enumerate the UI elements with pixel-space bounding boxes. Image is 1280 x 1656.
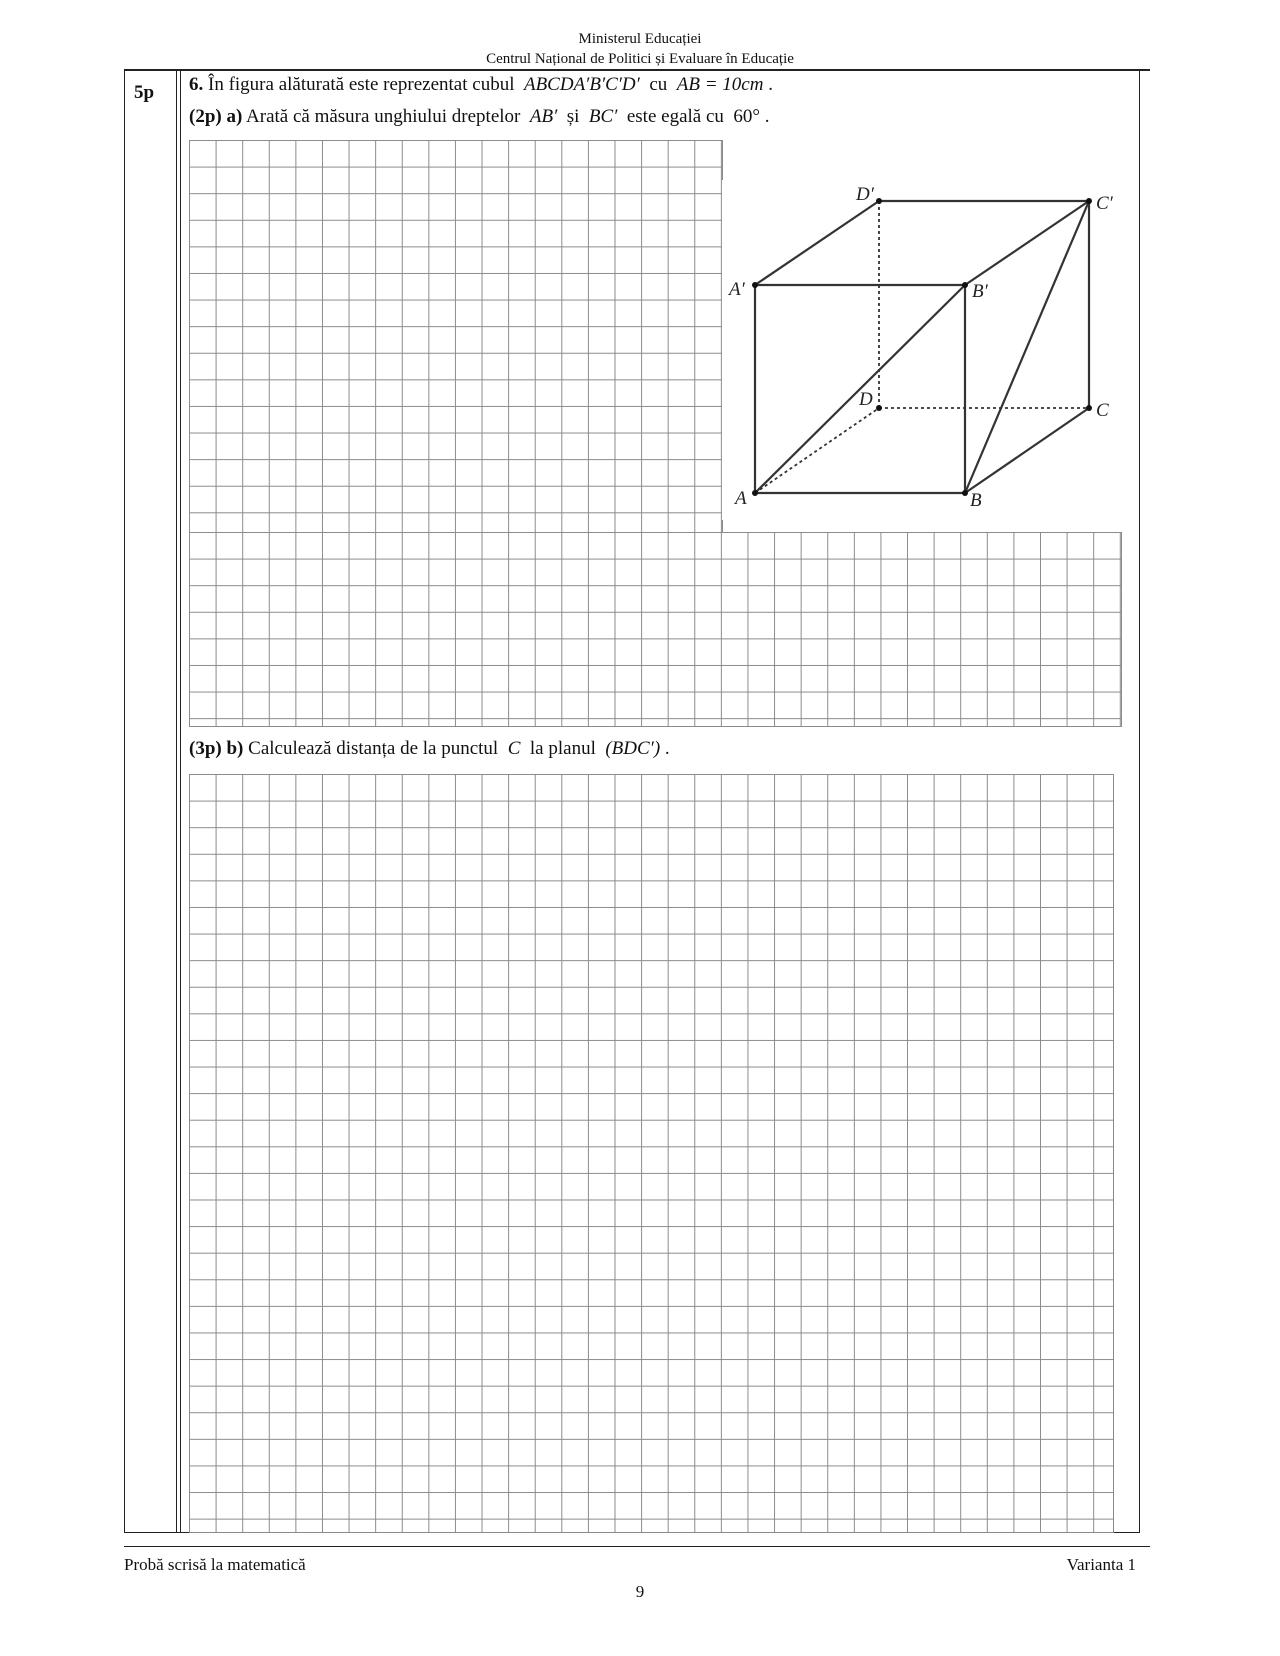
plane-bdc1: (BDC′) (605, 738, 661, 759)
points-column-divider (176, 69, 177, 1533)
line-ab1: AB′ (529, 106, 558, 127)
header-center: Centrul Național de Politici și Evaluare în Educație (486, 51, 794, 67)
vertex-d1 (876, 198, 882, 204)
answer-grid-b[interactable] (189, 774, 1114, 1533)
label-b1: B′ (972, 281, 988, 302)
question-points: 5p (134, 82, 155, 103)
vertex-d (876, 405, 882, 411)
label-b: B (970, 490, 982, 511)
label-c1: C′ (1096, 193, 1113, 214)
question-intro: În figura alăturată este reprezentat cubul (208, 74, 515, 95)
part-a-points: (2p) (189, 106, 222, 127)
part-b-text: Calculează distanța de la punctul (248, 738, 499, 759)
given-length: AB = 10cm (676, 74, 764, 95)
vertex-a (752, 490, 758, 496)
line-bc1: BC′ (588, 106, 618, 127)
footer-rule (124, 1546, 1150, 1547)
footer-variant: Varianta 1 (1066, 1555, 1136, 1574)
table-top-border (124, 69, 1150, 71)
table-right-border (1139, 69, 1140, 1533)
label-d: D (859, 389, 873, 410)
vertex-b (962, 490, 968, 496)
label-c: C (1096, 400, 1109, 421)
part-a-text: Arată că măsura unghiului dreptelor (246, 106, 521, 127)
footer-exam-title: Probă scrisă la matematică (124, 1555, 306, 1574)
label-d1: D′ (856, 184, 874, 205)
answer-grid-a-lower[interactable] (189, 532, 1122, 727)
part-a-letter: a) (226, 106, 243, 127)
part-a-statement: (2p) a) Arată că măsura unghiului dreptelor AB′ și BC′ este egală cu 60° . (189, 106, 770, 127)
label-a: A (735, 488, 747, 509)
part-b-letter: b) (226, 738, 244, 759)
answer-grid-a-upper[interactable] (189, 140, 723, 541)
cube-name: ABCDA′B′C′D′ (523, 74, 640, 95)
question-number: 6. (189, 74, 204, 95)
part-a-text2: este egală cu (626, 106, 724, 127)
vertex-c1 (1086, 198, 1092, 204)
page-number: 9 (635, 1582, 645, 1601)
figure-background (722, 180, 1122, 520)
vertex-a1 (752, 282, 758, 288)
angle-value: 60° (733, 106, 761, 127)
part-b-points: (3p) (189, 738, 222, 759)
point-c: C (507, 738, 521, 759)
vertex-b1 (962, 282, 968, 288)
part-b-text2: la planul (529, 738, 596, 759)
header-ministry: Ministerul Educației (578, 31, 702, 47)
label-a1: A′ (729, 279, 745, 300)
vertex-c (1086, 405, 1092, 411)
points-column-divider-2 (180, 69, 181, 1533)
table-left-border (124, 69, 125, 1533)
part-b-statement: (3p) b) Calculează distanța de la punctul C la planul (BDC′) . (189, 738, 670, 759)
word-si: și (566, 106, 580, 127)
question-statement: 6. În figura alăturată este reprezentat cubul ABCDA′B′C′D′ cu AB = 10cm . (189, 74, 773, 95)
word-cu: cu (649, 74, 668, 95)
cube-figure (722, 180, 1122, 520)
